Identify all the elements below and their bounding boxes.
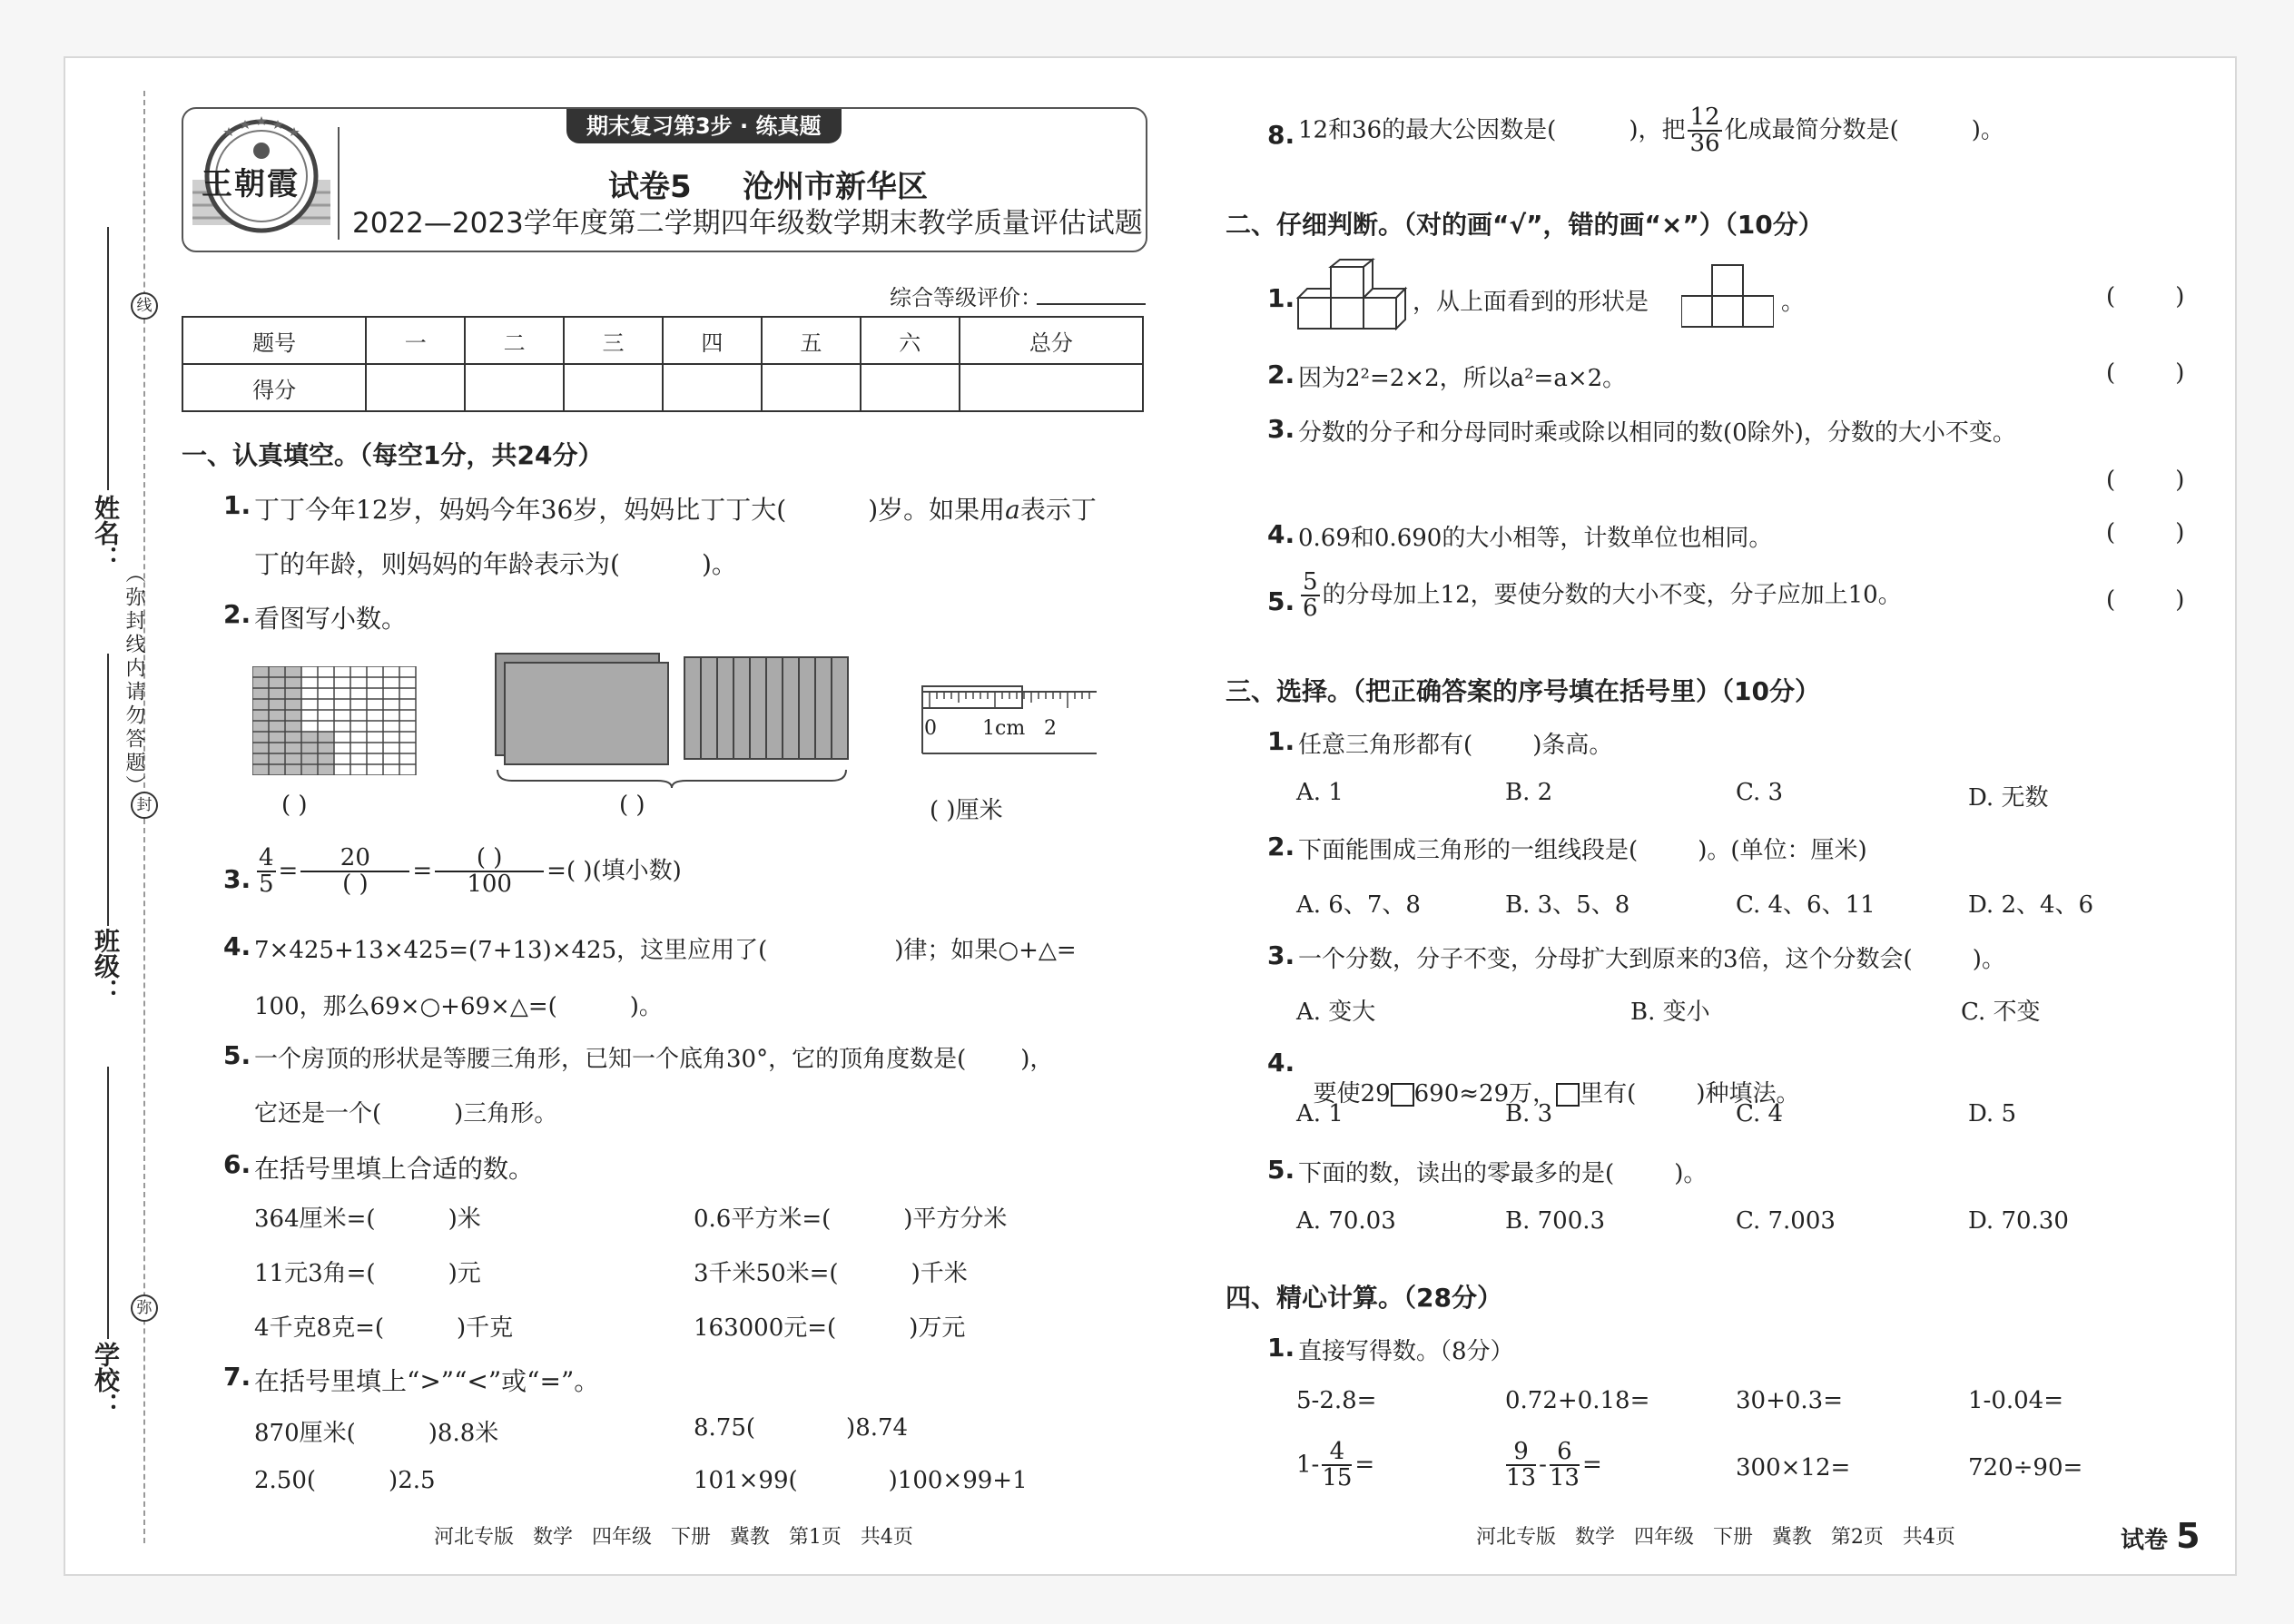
calc-item[interactable] bbox=[1296, 1440, 1374, 1491]
c2-option[interactable]: A. 6、7、8 bbox=[1296, 891, 1421, 919]
q8-frac-den: 36 bbox=[1689, 130, 1720, 158]
q7-item-b: )2.5 bbox=[389, 1467, 436, 1494]
c5-option[interactable]: A. 70.03 bbox=[1296, 1207, 1396, 1235]
c5-option[interactable]: C. 7.003 bbox=[1736, 1207, 1836, 1235]
c4-text-a: 要使29 bbox=[1313, 1080, 1391, 1107]
step-badge: 期末复习第3步 · 练真题 bbox=[566, 109, 842, 143]
score-header-cell: 二 bbox=[465, 317, 564, 364]
c2-option[interactable]: D. 2、4、6 bbox=[1968, 891, 2094, 919]
q3-blank[interactable]: ( bbox=[566, 857, 584, 885]
c1-option[interactable]: C. 3 bbox=[1736, 779, 1784, 806]
q6-item-b: )千米 bbox=[911, 1260, 968, 1287]
q8-text-c: 化成最简分数是( bbox=[1724, 116, 1899, 144]
score-header-cell: 四 bbox=[663, 317, 762, 364]
q7-item bbox=[694, 1467, 1028, 1494]
paper-subtitle: 2022—2023学年度第二学期四年级数学期末教学质量评估试题 bbox=[352, 207, 1143, 240]
q5-answer-2[interactable] bbox=[381, 1105, 454, 1128]
score-cell[interactable] bbox=[366, 364, 465, 411]
c3-option[interactable]: B. 变小 bbox=[1630, 999, 1710, 1026]
q3-f2-den-blank[interactable]: ( ) bbox=[342, 871, 369, 899]
q6-number: 6. bbox=[223, 1149, 251, 1179]
j4-answer[interactable]: ( ) bbox=[2106, 519, 2185, 546]
q3-f1-den: 5 bbox=[259, 871, 274, 899]
frac-num: 4 bbox=[1322, 1440, 1352, 1466]
calc-r2a-fraction bbox=[1322, 1440, 1352, 1491]
calc-item[interactable]: 720÷90= bbox=[1968, 1454, 2083, 1481]
q2-answer-1[interactable]: ( ) bbox=[281, 792, 308, 819]
score-header-cell: 三 bbox=[564, 317, 663, 364]
school-line bbox=[107, 1067, 109, 1339]
q6-item-a: 364厘米=( bbox=[254, 1206, 376, 1233]
q3-tail: )(填小数) bbox=[583, 857, 682, 885]
q6-item-b: )平方分米 bbox=[903, 1206, 1008, 1233]
q6-item bbox=[694, 1309, 965, 1343]
q5-text-d: )三角形。 bbox=[454, 1100, 558, 1127]
c1-text: 任意三角形都有( )条高。 bbox=[1298, 732, 1613, 759]
q2-answer-3-blank[interactable]: ( ) bbox=[930, 797, 956, 824]
c4-text-b: 690≈29万， bbox=[1413, 1080, 1557, 1107]
calc-item[interactable]: 300×12= bbox=[1736, 1454, 1851, 1481]
q7-item-b: )100×99+1 bbox=[888, 1467, 1028, 1494]
rating-label: 综合等级评价： bbox=[890, 285, 1042, 310]
q1-answer-2[interactable] bbox=[620, 557, 702, 581]
q3-f3-num-blank[interactable]: ( ) bbox=[435, 846, 544, 872]
j5-frac-den: 6 bbox=[1303, 595, 1318, 623]
j5-line bbox=[1298, 570, 1902, 622]
calc-item[interactable]: 30+0.3= bbox=[1736, 1387, 1844, 1414]
c2-number: 2. bbox=[1267, 832, 1295, 861]
class-label: 班级： bbox=[91, 928, 121, 1004]
c4-text-c: 里有( )种填法。 bbox=[1580, 1080, 1800, 1107]
q7-item-b: )8.8米 bbox=[428, 1420, 499, 1447]
c4-option[interactable]: B. 3 bbox=[1505, 1100, 1553, 1127]
j1-top-view bbox=[1681, 263, 1774, 332]
j1-number: 1. bbox=[1267, 283, 1295, 313]
q1-variable: a bbox=[1005, 495, 1020, 525]
section-1-title: 一、认真填空。（每空1分，共24分） bbox=[182, 440, 604, 470]
left-footer: 河北专版 数学 四年级 下册 冀教 第1页 共4页 bbox=[434, 1526, 913, 1549]
c2-option[interactable]: C. 4、6、11 bbox=[1736, 891, 1876, 919]
c4-option[interactable]: D. 5 bbox=[1968, 1100, 2016, 1127]
q6-answer[interactable] bbox=[839, 1265, 911, 1288]
ruler-label-0: 0 bbox=[924, 717, 937, 740]
paper-number: 试卷5 bbox=[608, 169, 692, 205]
right-footer: 河北专版 数学 四年级 下册 冀教 第2页 共4页 bbox=[1476, 1526, 1955, 1549]
q7-answer[interactable] bbox=[798, 1471, 889, 1494]
q3-f3-den: 100 bbox=[467, 871, 512, 899]
q6-item-a: 4千克8克=( bbox=[254, 1314, 385, 1342]
q8-number: 8. bbox=[1267, 120, 1295, 150]
frac-den: 13 bbox=[1506, 1464, 1537, 1492]
paper-tag-label: 试卷 bbox=[2121, 1527, 2169, 1554]
c2-option[interactable]: B. 3、5、8 bbox=[1505, 891, 1630, 919]
q7-item bbox=[254, 1414, 498, 1448]
q6-answer[interactable] bbox=[831, 1210, 903, 1234]
k1-text: 直接写得数。（8分） bbox=[1298, 1338, 1514, 1365]
score-table bbox=[182, 316, 1144, 412]
exam-sheet bbox=[64, 56, 2237, 1576]
q6-item-b: )米 bbox=[448, 1206, 481, 1233]
q3-number: 3. bbox=[223, 864, 251, 894]
q2-answer-3 bbox=[930, 792, 1003, 825]
q4-line1 bbox=[254, 931, 1077, 965]
j5-answer[interactable]: ( ) bbox=[2106, 586, 2185, 614]
q8-line bbox=[1298, 105, 2004, 157]
empty-box-icon bbox=[1556, 1083, 1580, 1107]
q2-text: 看图写小数。 bbox=[254, 604, 408, 634]
j2-number: 2. bbox=[1267, 359, 1295, 389]
q7-number: 7. bbox=[223, 1362, 251, 1392]
c5-text: 下面的数，读出的零最多的是( )。 bbox=[1298, 1160, 1708, 1187]
q4-text-b: )律；如果○+△= bbox=[894, 937, 1077, 964]
j3-text: 分数的分子和分母同时乘或除以相同的数(0除外)，分数的大小不变。 bbox=[1298, 419, 2016, 447]
q7-item bbox=[254, 1467, 436, 1494]
j1-text: ，从上面看到的形状是 bbox=[1413, 289, 1649, 316]
q1-text-e: )。 bbox=[701, 549, 737, 579]
calc-r2a-pre: 1- bbox=[1296, 1451, 1320, 1479]
c5-number: 5. bbox=[1267, 1155, 1295, 1185]
c4-line bbox=[1298, 1048, 1800, 1108]
score-cell[interactable] bbox=[465, 364, 564, 411]
score-header-cell: 六 bbox=[861, 317, 960, 364]
k1-number: 1. bbox=[1267, 1333, 1295, 1363]
q1-text-a: 丁丁今年12岁，妈妈今年36岁，妈妈比丁丁大( bbox=[254, 495, 787, 525]
q1-text-c: 表示丁 bbox=[1019, 495, 1097, 525]
q6-item bbox=[254, 1200, 481, 1234]
q7-text: 在括号里填上“>”“<”或“=”。 bbox=[254, 1366, 600, 1396]
j1-answer[interactable]: ( ) bbox=[2106, 283, 2185, 310]
section-2-title: 二、仔细判断。（对的画“√”，错的画“×”）（10分） bbox=[1226, 210, 1824, 240]
q6-item-b: )万元 bbox=[909, 1314, 966, 1342]
q3-fraction-1 bbox=[257, 846, 276, 898]
hundred-grid-icon bbox=[252, 666, 418, 775]
q8-answer-1[interactable] bbox=[1556, 133, 1629, 157]
q5-text-a: 一个房顶的形状是等腰三角形，已知一个底角30°，它的顶角度数是( bbox=[254, 1046, 967, 1073]
j2-text: 因为2²=2×2，所以a²=a×2。 bbox=[1298, 365, 1627, 392]
class-line bbox=[107, 654, 109, 926]
q8-text-d: )。 bbox=[1971, 116, 2004, 144]
j4-number: 4. bbox=[1267, 519, 1295, 549]
score-table-row bbox=[182, 364, 1143, 411]
j1-end: 。 bbox=[1781, 289, 1806, 316]
q3-eq-1: = bbox=[278, 857, 299, 885]
q4-text-d: )。 bbox=[629, 993, 663, 1020]
q5-text-c: 它还是一个( bbox=[254, 1100, 382, 1127]
header-divider bbox=[338, 127, 340, 240]
q1-line2 bbox=[254, 545, 737, 581]
q3-eq-2: = bbox=[412, 857, 433, 885]
calc-eq: = bbox=[1354, 1451, 1375, 1479]
q4-answer-1[interactable] bbox=[767, 941, 894, 965]
q5-number: 5. bbox=[223, 1040, 251, 1070]
j1-solid-figure bbox=[1296, 258, 1411, 334]
paper-tag-number: 5 bbox=[2176, 1516, 2200, 1556]
q3-fraction-2 bbox=[300, 846, 409, 898]
q4-answer-2[interactable] bbox=[557, 998, 630, 1021]
score-cell[interactable] bbox=[564, 364, 663, 411]
c5-option[interactable]: B. 700.3 bbox=[1505, 1207, 1606, 1235]
q6-text: 在括号里填上合适的数。 bbox=[254, 1154, 535, 1184]
c1-option[interactable]: A. 1 bbox=[1296, 779, 1344, 806]
calc-minus: - bbox=[1539, 1451, 1547, 1479]
c1-option[interactable]: B. 2 bbox=[1505, 779, 1553, 806]
q1-number: 1. bbox=[223, 490, 251, 520]
calc-r2b-fraction-1 bbox=[1506, 1440, 1536, 1491]
calc-eq: = bbox=[1581, 1451, 1602, 1479]
paper-region: 沧州市新华区 bbox=[743, 169, 928, 205]
c1-number: 1. bbox=[1267, 726, 1295, 756]
q5-answer-1[interactable] bbox=[966, 1050, 1020, 1074]
j5-text: 的分母加上12，要使分数的大小不变，分子应加上10。 bbox=[1322, 581, 1902, 609]
score-header-cell: 总分 bbox=[960, 317, 1143, 364]
ruler-label-1: 1cm bbox=[982, 717, 1026, 740]
q7-item-a: 2.50( bbox=[254, 1467, 317, 1494]
score-header-cell: 五 bbox=[762, 317, 861, 364]
j3-answer[interactable]: ( ) bbox=[2106, 467, 2185, 494]
q8-text-b: )，把 bbox=[1629, 116, 1686, 144]
q7-item-a: 101×99( bbox=[694, 1467, 798, 1494]
j4-text: 0.69和0.690的大小相等，计数单位也相同。 bbox=[1298, 525, 1773, 552]
frac-den: 15 bbox=[1322, 1464, 1353, 1492]
c1-option[interactable]: D. 无数 bbox=[1968, 784, 2049, 812]
binding-mark-mi: 弥 bbox=[131, 1294, 158, 1322]
q5-line2 bbox=[254, 1095, 557, 1128]
binding-mark-feng: 封 bbox=[131, 792, 158, 819]
c3-text: 一个分数，分子不变，分母扩大到原来的3倍，这个分数会( )。 bbox=[1298, 946, 2005, 973]
logo-text: 王朝霞 bbox=[202, 166, 300, 202]
grid-figure bbox=[252, 666, 418, 779]
rating-blank[interactable] bbox=[1037, 303, 1146, 305]
q6-item-a: 0.6平方米=( bbox=[694, 1206, 832, 1233]
calc-item[interactable]: 5-2.8= bbox=[1296, 1387, 1377, 1414]
q4-number: 4. bbox=[223, 931, 251, 961]
ruler-label-2: 2 bbox=[1044, 717, 1057, 740]
calc-r2b-fraction-2 bbox=[1550, 1440, 1580, 1491]
q7-item-a: 870厘米( bbox=[254, 1420, 356, 1447]
q6-item bbox=[254, 1255, 481, 1288]
q5-text-b: )， bbox=[1020, 1046, 1054, 1073]
q1-answer-1[interactable] bbox=[786, 503, 868, 527]
score-cell[interactable] bbox=[663, 364, 762, 411]
frac-den: 13 bbox=[1549, 1464, 1580, 1492]
name-line bbox=[107, 227, 109, 490]
c4-number: 4. bbox=[1267, 1048, 1295, 1078]
section-3-title: 三、选择。（把正确答案的序号填在括号里）（10分） bbox=[1226, 676, 1820, 706]
q4-text-c: 100，那么69×○+69×△=( bbox=[254, 993, 557, 1020]
q6-item-a: 11元3角=( bbox=[254, 1260, 376, 1287]
score-row-label: 得分 bbox=[182, 364, 366, 411]
q6-item-b: )千克 bbox=[457, 1314, 514, 1342]
q8-answer-2[interactable] bbox=[1899, 133, 1972, 157]
frac-num: 9 bbox=[1506, 1440, 1536, 1466]
top-view-icon bbox=[1681, 263, 1774, 329]
q1-line1 bbox=[254, 490, 1097, 527]
score-table-header bbox=[182, 317, 1143, 364]
q1-text-d: 丁的年龄，则妈妈的年龄表示为( bbox=[254, 549, 620, 579]
empty-box-icon bbox=[1391, 1083, 1414, 1107]
q6-item-a: 3千米50米=( bbox=[694, 1260, 839, 1287]
q3-eq-3: = bbox=[546, 857, 566, 885]
q6-answer[interactable] bbox=[836, 1319, 909, 1343]
name-label: 姓名： bbox=[91, 495, 121, 571]
score-header-cell: 一 bbox=[366, 317, 465, 364]
c4-option[interactable]: C. 4 bbox=[1736, 1100, 1784, 1127]
q4-line2 bbox=[254, 988, 663, 1021]
q8-text-a: 12和36的最大公因数是( bbox=[1298, 116, 1557, 144]
q3-fraction-3 bbox=[435, 846, 544, 898]
j5-number: 5. bbox=[1267, 586, 1295, 616]
q6-answer[interactable] bbox=[384, 1319, 457, 1343]
q2-answer-2[interactable]: ( ) bbox=[619, 792, 645, 819]
q7-item-a: 8.75( bbox=[694, 1414, 756, 1442]
j5-frac-num: 5 bbox=[1303, 568, 1318, 595]
c2-text: 下面能围成三角形的一组线段是( )。(单位：厘米) bbox=[1298, 837, 1867, 864]
calc-item[interactable] bbox=[1503, 1440, 1602, 1491]
c5-option[interactable]: D. 70.30 bbox=[1968, 1207, 2069, 1235]
j2-answer[interactable]: ( ) bbox=[2106, 359, 2185, 387]
q7-item-b: )8.74 bbox=[846, 1414, 909, 1442]
paper-tag bbox=[2121, 1516, 2200, 1556]
q7-answer[interactable] bbox=[356, 1424, 428, 1448]
q5-line1 bbox=[254, 1040, 1053, 1074]
q3-f1-num: 4 bbox=[259, 844, 274, 871]
q7-answer[interactable] bbox=[755, 1418, 846, 1442]
q6-answer[interactable] bbox=[376, 1210, 448, 1234]
score-cell[interactable] bbox=[762, 364, 861, 411]
q4-text-a: 7×425+13×425=(7+13)×425，这里应用了( bbox=[254, 937, 768, 964]
c3-option[interactable]: C. 不变 bbox=[1961, 999, 2041, 1026]
q6-item-a: 163000元=( bbox=[694, 1314, 837, 1342]
q8-frac-num: 12 bbox=[1689, 103, 1720, 131]
binding-note: （弥封线内请勿答题） bbox=[123, 563, 145, 799]
squares-figure bbox=[494, 652, 852, 792]
score-header-cell: 题号 bbox=[182, 317, 366, 364]
binding-mark-xian: 线 bbox=[131, 292, 158, 320]
score-cell[interactable] bbox=[960, 364, 1143, 411]
score-cell[interactable] bbox=[861, 364, 960, 411]
q6-item bbox=[694, 1200, 1007, 1234]
q3-f2-num: 20 bbox=[300, 846, 409, 872]
squares-strips-icon bbox=[494, 652, 852, 788]
q7-item bbox=[694, 1414, 908, 1442]
q8-fraction bbox=[1688, 105, 1721, 157]
section-4-title: 四、精心计算。（28分） bbox=[1226, 1283, 1502, 1313]
q6-item bbox=[254, 1309, 513, 1343]
calc-item[interactable]: 0.72+0.18= bbox=[1505, 1387, 1650, 1414]
c3-number: 3. bbox=[1267, 940, 1295, 970]
calc-item[interactable]: 1-0.04= bbox=[1968, 1387, 2064, 1414]
frac-num: 6 bbox=[1550, 1440, 1580, 1466]
c3-option[interactable]: A. 变大 bbox=[1296, 999, 1376, 1026]
q6-item bbox=[694, 1255, 968, 1288]
q6-item-b: )元 bbox=[448, 1260, 481, 1287]
q3-expression bbox=[254, 846, 682, 898]
cube-stack-icon bbox=[1296, 258, 1411, 330]
school-label: 学校： bbox=[91, 1342, 121, 1418]
q2-number: 2. bbox=[223, 599, 251, 629]
j5-fraction bbox=[1301, 570, 1320, 622]
c4-option[interactable]: A. 1 bbox=[1296, 1100, 1344, 1127]
q1-text-b: )岁。如果用 bbox=[868, 495, 1006, 525]
j3-number: 3. bbox=[1267, 414, 1295, 444]
q2-unit: 厘米 bbox=[955, 797, 1003, 824]
q7-answer[interactable] bbox=[316, 1471, 389, 1494]
q6-answer[interactable] bbox=[376, 1265, 448, 1288]
